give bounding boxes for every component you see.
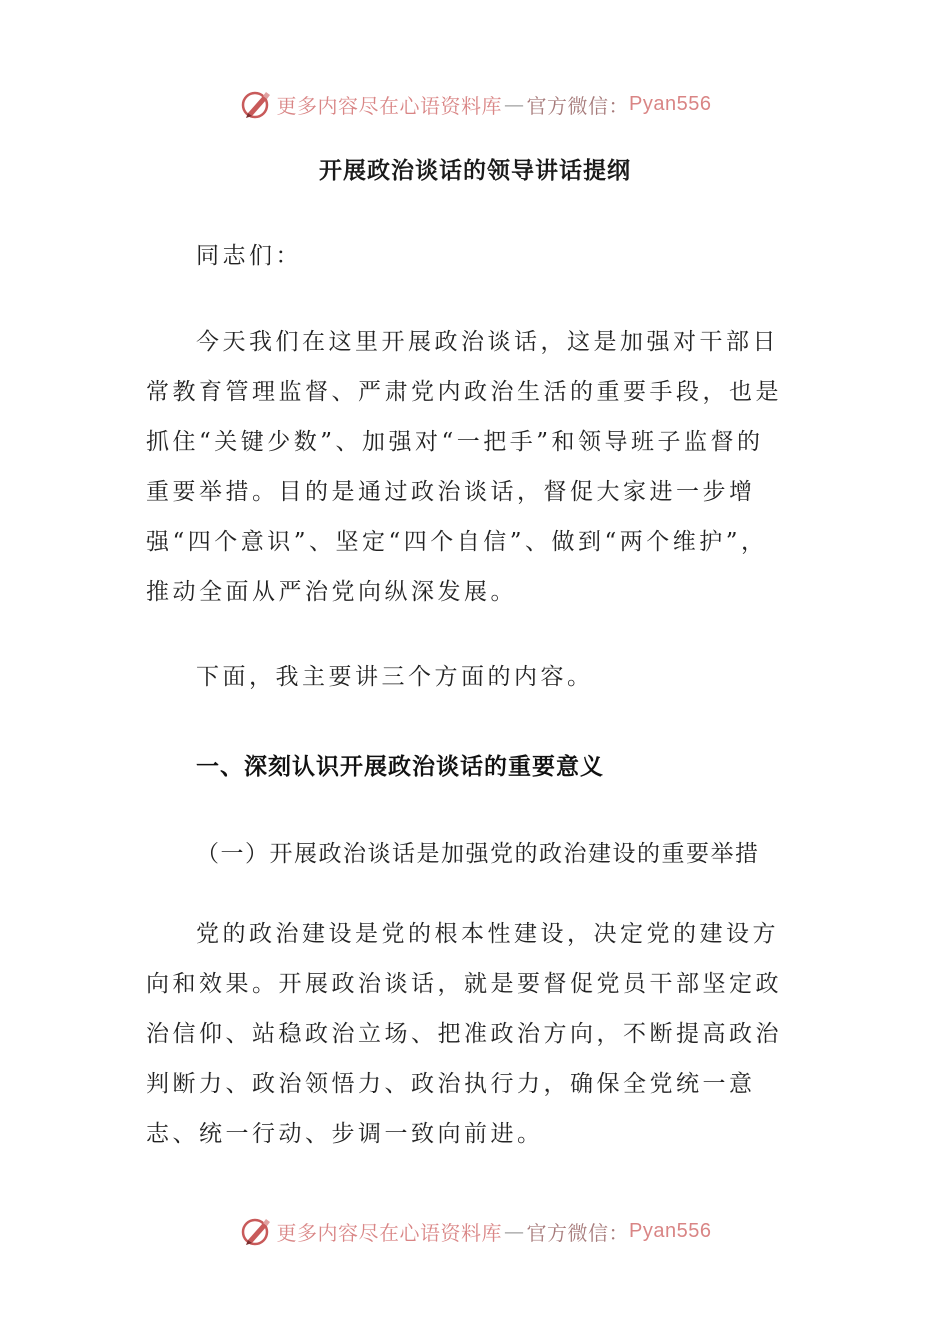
watermark-wechat-id: Pyan556	[629, 92, 712, 115]
watermark-wechat-label: 官方微信：	[526, 93, 630, 118]
pen-logo-icon	[239, 1214, 273, 1248]
watermark-site-text: 更多内容尽在心语资料库	[276, 1220, 503, 1245]
subsection-heading-1: （一）开展政治谈话是加强党的政治建设的重要举措	[196, 841, 760, 867]
document-title: 开展政治谈话的领导讲话提纲	[319, 157, 631, 184]
watermark-dash: —	[504, 92, 525, 116]
preview-paragraph: 下面，我主要讲三个方面的内容。	[196, 664, 594, 690]
intro-paragraph: 今天我们在这里开展政治谈话，这是加强对干部日常教育管理监督、严肃党内政治生活的重要手段，也是抓住“关键少数”、加强对“一把手”和领导班子监督的重要举措。目的是通过政治谈话，督促大家进一步增强“四个意识”、坚定“四个自信”、做到“两个维护”，推动全面从严治党向纵深发展。	[146, 329, 782, 605]
watermark-site-text: 更多内容尽在心语资料库	[276, 93, 503, 118]
footer-watermark	[0, 1211, 950, 1251]
pen-logo-icon	[239, 87, 273, 121]
watermark-dash: —	[504, 1219, 525, 1243]
subsection-body-1: 党的政治建设是党的根本性建设，决定党的建设方向和效果。开展政治谈话，就是要督促党员干部坚定政治信仰、站稳政治立场、把准政治方向，不断提高政治判断力、政治领悟力、政治执行力，确保全党统一意志、统一行动、步调一致向前进。	[146, 921, 782, 1147]
watermark-wechat-id: Pyan556	[629, 1219, 712, 1242]
header-watermark	[0, 84, 950, 124]
salutation: 同志们：	[196, 243, 302, 269]
section-heading-1: 一、深刻认识开展政治谈话的重要意义	[196, 753, 604, 780]
watermark-wechat-label: 官方微信：	[526, 1220, 630, 1245]
